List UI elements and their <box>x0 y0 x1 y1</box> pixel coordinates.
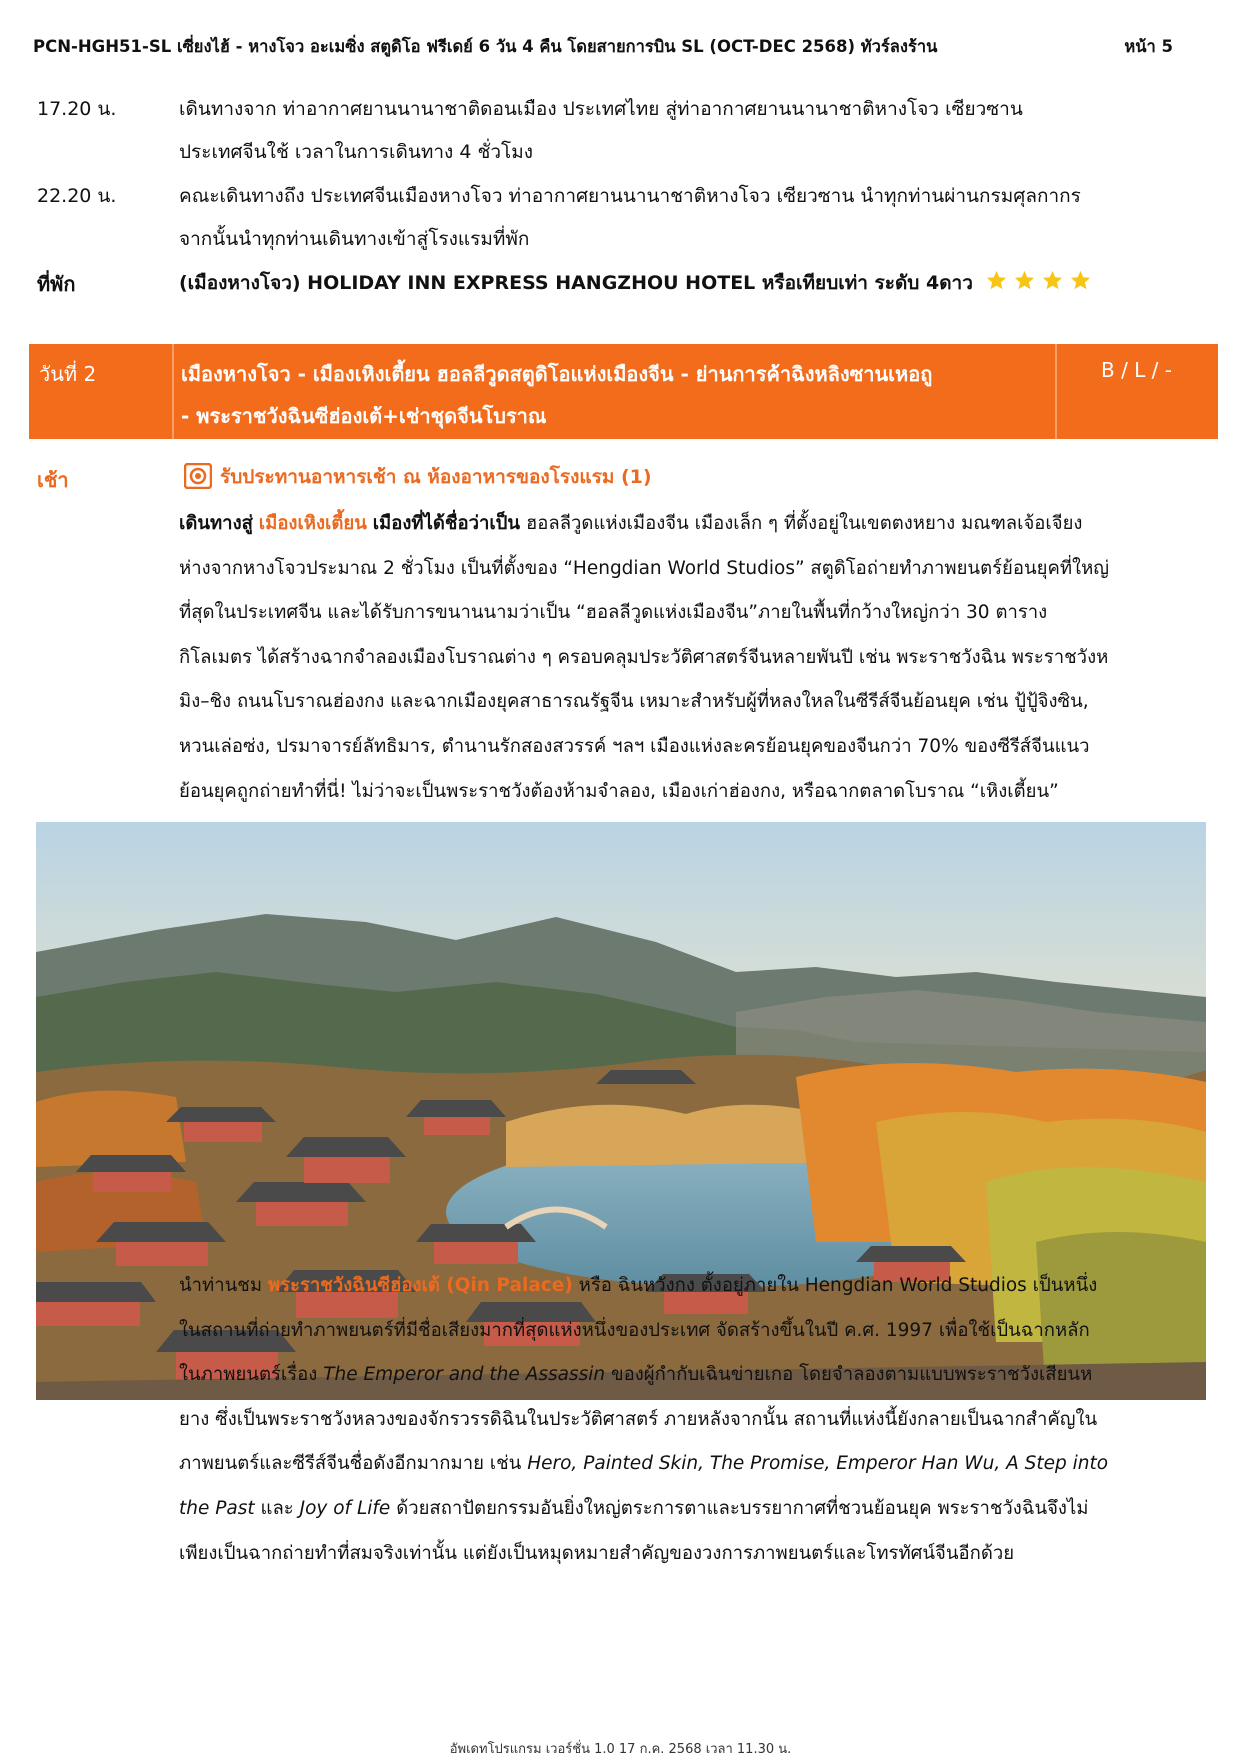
body-text: ของผู้กำกับเฉินข่ายเกอ โดยจำลองตามแบบพระราชวังเสียนห <box>610 1364 1093 1386</box>
document-title: PCN-HGH51-SL เซี่ยงไฮ้ - หางโจว อะเมซิ่ง สตูดิโอ ฟรีเดย์ 6 วัน 4 คืน โดยสายการบิน SL (OCT-DEC 2568) ทัวร์ลงร้าน <box>33 37 938 56</box>
paragraph-line <box>179 1353 1219 1398</box>
day-meals: B / L / - <box>1101 358 1172 382</box>
breakfast-text: รับประทานอาหารเช้า ณ ห้องอาหารของโรงแรม (1) <box>220 466 652 488</box>
body-text: และ <box>260 1497 294 1519</box>
schedule-line-2a: คณะเดินทางถึง ประเทศจีนเมืองหางโจว ท่าอากาศยานนานาชาติหางโจว เซียวซาน นำทุกท่านผ่านกรมศุลกากร <box>179 185 1081 207</box>
star-icon <box>985 269 1008 292</box>
paragraph-line <box>179 1264 1219 1309</box>
paragraph-line: ในสถานที่ถ่ายทำภาพยนตร์ที่มีชื่อเสียงมากที่สุดแห่งหนึ่งของประเทศ จัดสร้างขึ้นในปี ค.ศ. 1997 เพื่อใช้เป็นฉากหลัก <box>179 1319 1090 1341</box>
day-title-line-1: เมืองหางโจว - เมืองเหิงเตี้ยน ฮอลลีวูดสตูดิโอแห่งเมืองจีน - ย่านการค้าฉิงหลิงซานเหอถู <box>181 362 933 386</box>
schedule-time-2: 22.20 น. <box>37 185 117 207</box>
paragraph-line: ยาง ซึ่งเป็นพระราชวังหลวงของจักรวรรดิฉินในประวัติศาสตร์ ภายหลังจากนั้น สถานที่แห่งนี้ยังกลายเป็นฉากสำคัญใน <box>179 1408 1098 1430</box>
film-title: the Past <box>179 1497 255 1519</box>
hotel-stars <box>980 272 1092 294</box>
schedule-line-1b: ประเทศจีนใช้ เวลาในการเดินทาง 4 ชั่วโมง <box>179 141 534 163</box>
paragraph-line: มิง–ชิง ถนนโบราณฮ่องกง และฉากเมืองยุคสาธารณรัฐจีน เหมาะสำหรับผู้ที่หลงใหลในซีรีส์จีนย้อนยุค เช่น ปู้ปู้จิงซิน, <box>179 691 1089 713</box>
body-text: ในภาพยนตร์เรื่อง <box>179 1364 318 1386</box>
morning-label: เช้า <box>37 468 69 492</box>
schedule-line-2b: จากนั้นนำทุกท่านเดินทางเข้าสู่โรงแรมที่พัก <box>179 228 530 250</box>
place-highlight: เมืองเหิงเตี้ยน <box>258 513 367 534</box>
place-highlight: พระราชวังฉินซีฮ่องเต้ (Qin Palace) <box>267 1275 573 1296</box>
paragraph-line: กิโลเมตร ได้สร้างฉากจำลองเมืองโบราณต่าง ๆ ครอบคลุมประวัติศาสตร์จีนหลายพันปี เช่น พระราชวังฉิน พระราชวังห <box>179 646 1109 668</box>
day-title-line-2: - พระราชวังฉินซีฮ่องเต้+เช่าชุดจีนโบราณ <box>181 404 547 428</box>
schedule-time-1: 17.20 น. <box>37 98 117 120</box>
paragraph-line: หวนเล่อซ่ง, ปรมาจารย์ลัทธิมาร, ตำนานรักสองสวรรค์ ฯลฯ เมืองแห่งละครย้อนยุคของจีนกว่า 70% ของซีรีส์จีนแนว <box>179 735 1090 757</box>
page-number: หน้า 5 <box>1124 37 1173 56</box>
schedule-line-1a: เดินทางจาก ท่าอากาศยานนานาชาติดอนเมือง ประเทศไทย สู่ท่าอากาศยานนานาชาติหางโจว เซียวซาน <box>179 98 1023 120</box>
paragraph-line <box>179 1442 1219 1487</box>
body-text: ฮอลลีวูดแห่งเมืองจีน เมืองเล็ก ๆ ที่ตั้งอยู่ในเขตตงหยาง มณฑลเจ้อเจียง <box>525 513 1083 534</box>
film-title: Joy of Life <box>299 1497 391 1519</box>
hotel-line <box>179 268 1092 298</box>
star-icon <box>1041 269 1064 292</box>
qin-palace-paragraph <box>179 1264 1219 1576</box>
body-text: นำท่านชม <box>179 1275 263 1296</box>
footer-version: อัพเดทโปรแกรม เวอร์ชั่น 1.0 17 ก.ค. 2568 เวลา 11.30 น. <box>449 1742 792 1757</box>
paragraph-line: ย้อนยุคถูกถ่ายทำที่นี่! ไม่ว่าจะเป็นพระราชวังต้องห้ามจำลอง, เมืองเก่าฮ่องกง, หรือฉากตลาดโบราณ “เหิงเตี้ยน” <box>179 780 1059 802</box>
hotel-text: (เมืองหางโจว) HOLIDAY INN EXPRESS HANGZHOU HOTEL หรือเทียบเท่า ระดับ 4ดาว <box>179 272 973 294</box>
paragraph-line: ที่สุดในประเทศจีน และได้รับการขนานนามว่าเป็น “ฮอลลีวูดแห่งเมืองจีน”ภายในพื้นที่กว้างใหญ่กว่า 30 ตาราง <box>179 602 1048 624</box>
body-text: ภาพยนตร์และซีรีส์จีนชื่อดังอีกมากมาย เช่น <box>179 1453 522 1475</box>
banner-divider <box>172 344 174 439</box>
paragraph-line: ห่างจากหางโจวประมาณ 2 ชั่วโมง เป็นที่ตั้งของ “Hengdian World Studios” สตูดิโอถ่ายทำภาพยนตร์ย้อนยุคที่ใหญ่ <box>179 557 1110 579</box>
body-text: หรือ ฉินหวังกง ตั้งอยู่ภายใน Hengdian World Studios เป็นหนึ่ง <box>578 1275 1098 1296</box>
breakfast-line <box>184 462 652 492</box>
paragraph-line: เพียงเป็นฉากถ่ายทำที่สมจริงเท่านั้น แต่ยังเป็นหมุดหมายสำคัญของวงการภาพยนตร์และโทรทัศน์จีนอีกด้วย <box>179 1542 1015 1564</box>
film-title: Hero, Painted Skin, The Promise, Emperor Han Wu, A Step into <box>527 1453 1109 1475</box>
body-text: ด้วยสถาปัตยกรรมอันยิ่งใหญ่ตระการตาและบรรยากาศที่ชวนย้อนยุค พระราชวังฉินจึงไม่ <box>396 1497 1089 1519</box>
paragraph-line <box>179 502 1214 547</box>
paragraph-line <box>179 1487 1219 1532</box>
hengdian-paragraph <box>179 502 1214 814</box>
page-header <box>33 34 1173 62</box>
film-title: The Emperor and the Assassin <box>323 1364 606 1386</box>
meal-plate-icon <box>184 463 212 489</box>
day-2-banner <box>29 344 1218 439</box>
star-icon <box>1069 269 1092 292</box>
lead-text: เดินทางสู่ <box>179 513 253 534</box>
hotel-label: ที่พัก <box>37 272 76 296</box>
star-icon <box>1013 269 1036 292</box>
day-label: วันที่ 2 <box>39 362 97 386</box>
lead-text: เมืองที่ได้ชื่อว่าเป็น <box>372 513 521 534</box>
